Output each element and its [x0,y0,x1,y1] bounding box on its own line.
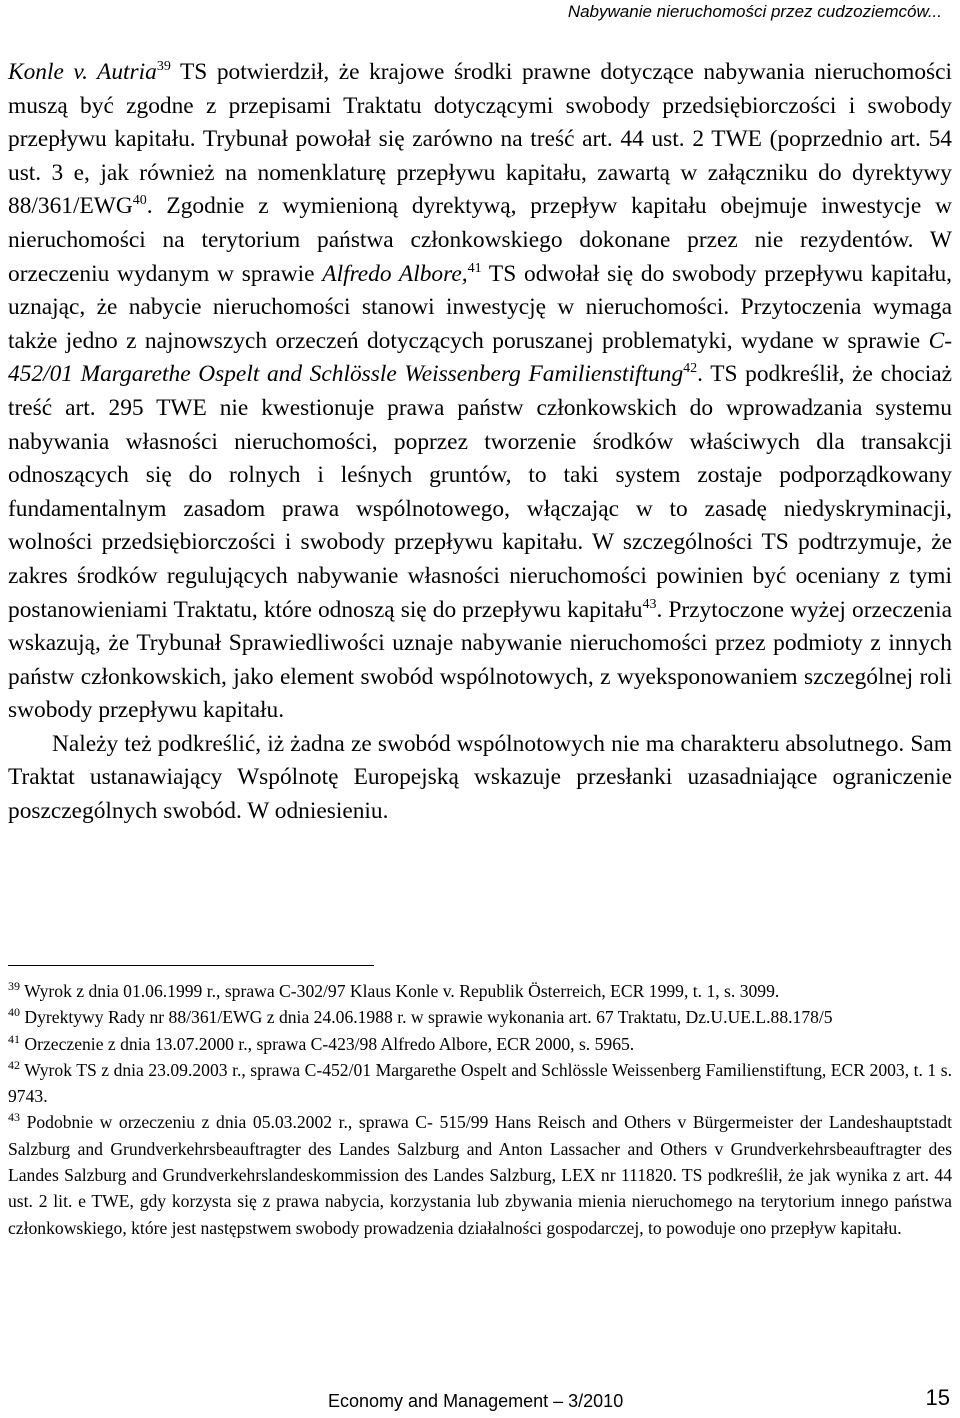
footnote-text: Podobnie w orzeczeniu z dnia 05.03.2002 r., sprawa C- 515/99 Hans Reisch and Others v Bürgermeister der Landeshauptstadt Salzburg and Grundverkehrsbeauftragter des Landes Salzburg and Anton Lassacher and Others v Grundverkehrsbeauftragter des Landes Salzburg and Grundverkehrslandeskommission des Landes Salzburg, LEX nr 111820. TS podkreślił, że jak wynika z art. 44 ust. 2 lit. e TWE, gdy korzysta się z prawa nabycia, korzystania lub zbywania mienia nieruchomego na terytorium innego państwa członkowskiego, które jest następstwem swobody prowadzenia działalności gospodarczej, to powoduje ono przepływ kapitału. [8,1112,952,1238]
footnote-ref-42[interactable]: 42 [683,361,698,377]
footnote-text: Dyrektywy Rady nr 88/361/EWG z dnia 24.06.1988 r. w sprawie wykonania art. 67 Traktatu, Dz.U.UE.L.88.178/5 [20,1007,833,1028]
running-header: Nabywanie nieruchomości przez cudzoziemców... [567,2,942,21]
footnote-number: 39 [8,979,20,993]
footnote-ref-41[interactable]: 41 [467,260,482,276]
footnote-number: 42 [8,1057,20,1072]
paragraph-text: . TS podkreślił, że chociaż treść art. 295 TWE nie kwestionuje prawa państw członkowskich do wprowadzania systemu nabywania własności nieruchomości, poprzez tworzenie środków właściwych dla transakcji odnoszących się do rolnych i leśnych gruntów, to taki system zostaje podporządkowany fundamentalnym zasadom prawa wspólnotowego, włączając w to zasadę niedyskryminacji, wolności przedsiębiorczości i swobody przepływu kapitału. W szczególności TS podtrzymuje, że zakres środków regulujących nabywanie własności nieruchomości powinien być oceniany z tymi postanowieniami Traktatu, które odnoszą się do przepływu kapitału [8,361,952,623]
running-footer: Economy and Management – 3/2010 [328,1391,624,1411]
footnote-41 [8,1031,952,1057]
case-name-ospelt: C-452/01 Margarethe Ospelt and Schlössle Weissenberg Familienstiftung [8,327,952,388]
footnote-ref-40[interactable]: 40 [132,193,147,209]
footnote-number: 43 [8,1110,20,1125]
footnote-number: 41 [8,1031,20,1046]
paragraph-text: TS odwołał się do swobody przepływu kapitału, uznając, że nabycie nieruchomości stanowi inwestycję w nieruchomości. Przytoczenia wymaga także jedno z najnowszych orzeczeń dotyczących poruszanej problematyki, wydane w sprawie [8,260,953,354]
footnote-43 [8,1109,952,1240]
paragraph-text: . Przytoczone wyżej orzeczenia wskazują, że Trybunał Sprawiedliwości uznaje nabywanie nieruchomości przez podmioty z innych państw członkowskich, jako element swobód wspólnotowych, z wyeksponowaniem szczególnej roli swobody przepływu kapitału. [8,596,952,724]
footnote-text: Wyrok TS z dnia 23.09.2003 r., sprawa C-452/01 Margarethe Ospelt and Schlössle Weissenberg Familienstiftung, ECR 2003, t. 1 s. 9743. [8,1059,952,1107]
footnote-42 [8,1057,952,1110]
footnote-39 [8,978,952,1004]
paragraph-text: TS potwierdził, że krajowe środki prawne dotyczące nabywania nieruchomości muszą być zgodne z przepisami Traktatu dotyczącymi swobody przedsiębiorczości i swobody przepływu kapitału. Trybunał powołał się zarówno na treść art. 44 ust. 2 TWE (poprzednio art. 54 ust. 3 e, jak również na nomenklaturę przepływu kapitału, zawartą w załączniku do dyrektywy 88/361/EWG [8,59,953,220]
body-text [8,56,952,829]
case-name-albore: Alfredo Albore, [322,260,468,287]
paragraph-2: Należy też podkreślić, iż żadna ze swobód wspólnotowych nie ma charakteru absolutnego. Sam Traktat ustanawiający Wspólnotę Europejską wskazuje przesłanki uzasadniające ograniczenie poszczególnych swobód. W odniesieniu. [8,730,952,825]
case-name-konle: Konle v. Autria [8,59,157,85]
paragraph-1 [8,56,952,728]
footnote-40 [8,1004,952,1030]
footnote-ref-39[interactable]: 39 [156,59,171,74]
footnote-text: Wyrok z dnia 01.06.1999 r., sprawa C-302/97 Klaus Konle v. Republik Österreich, ECR 1999, t. 1, s. 3099. [20,981,780,1001]
footnote-text: Orzeczenie z dnia 13.07.2000 r., sprawa C-423/98 Alfredo Albore, ECR 2000, s. 5965. [20,1033,635,1054]
footnote-number: 40 [8,1005,20,1020]
footnote-ref-43[interactable]: 43 [642,596,657,612]
page-number: 15 [925,1385,950,1410]
paragraph-text: . Zgodnie z wymienioną dyrektywą, przepływ kapitału obejmuje inwestycje w nieruchomości na terytorium państwa członkowskiego dokonane przez nie rezydentów. W orzeczeniu wydanym w sprawie [8,193,952,287]
footnotes [8,978,952,1241]
footnote-separator [8,965,374,966]
